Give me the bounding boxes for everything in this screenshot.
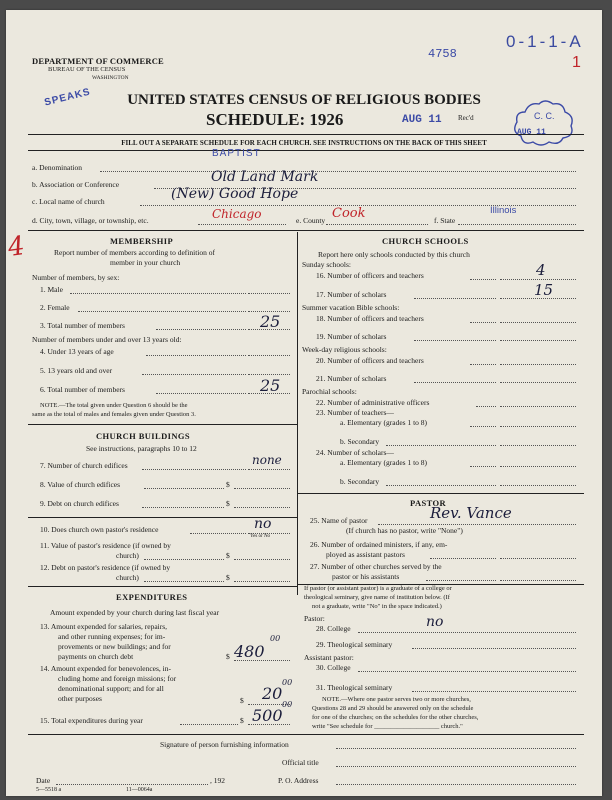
membership-intro-2: member in your church [110, 258, 181, 267]
sunday-schools: Sunday schools: [302, 260, 351, 269]
instructions-line: FILL OUT A SEPARATE SCHEDULE FOR EACH CHURCH. SEE INSTRUCTIONS ON THE BACK OF THIS SHEET [121, 139, 487, 147]
county-label: e. County [296, 216, 326, 225]
signature-label: Signature of person furnishing information [160, 740, 289, 749]
q6-leader [156, 393, 246, 394]
membership-note-2: same as the total of males and females given under Question 3. [32, 411, 196, 418]
q12-leader [144, 581, 224, 582]
q9-label: 9. Debt on church edifices [40, 499, 119, 508]
q22-leader [476, 406, 496, 407]
q14-label-4: other purposes [58, 694, 102, 703]
q25-hint: (If church has no pastor, write "None") [346, 526, 463, 535]
q26-leader [430, 558, 496, 559]
q13-label-3: provements or new buildings; and for [58, 642, 171, 651]
print-code: 11—0064a [126, 787, 153, 793]
q15-cents: 00 [282, 700, 293, 709]
q9-leader [142, 507, 224, 508]
denomination-line [100, 171, 576, 172]
buildings-rule-2 [28, 586, 297, 587]
q17-label: 17. Number of scholars [316, 290, 387, 299]
q12-label-2: church) [116, 573, 139, 582]
graduate-note-2: theological seminary, give name of institution below. (If [304, 594, 450, 601]
county-line [326, 224, 428, 225]
schools-rule [297, 493, 584, 494]
q13-label-2: and other running expenses; for im- [58, 632, 166, 641]
q5-label: 5. 13 years old and over [40, 366, 113, 375]
q7-leader [142, 469, 246, 470]
association-label: b. Association or Conference [32, 180, 120, 189]
q8-label: 8. Value of church edifices [40, 480, 121, 489]
q24b-leader [386, 485, 496, 486]
state-label: f. State [434, 216, 456, 225]
q21-answer-line [500, 382, 576, 383]
q17-leader [414, 298, 496, 299]
membership-note-1: NOTE.—The total given under Question 6 should be the [40, 402, 188, 409]
q3-label: 3. Total number of members [40, 321, 125, 330]
q29-answer-line [412, 648, 576, 649]
q25-value: Rev. Vance [430, 504, 512, 522]
q26-label-2: ployed as assistant pastors [326, 550, 405, 559]
q4-label: 4. Under 13 years of age [40, 347, 114, 356]
department-name: DEPARTMENT OF COMMERCE [32, 56, 164, 66]
identity-rule [28, 230, 584, 231]
q16-answer-line [500, 279, 576, 280]
vacation-schools: Summer vacation Bible schools: [302, 303, 400, 312]
q30-label: 30. College [316, 663, 351, 672]
q23b-leader [386, 445, 496, 446]
form-title: UNITED STATES CENSUS OF RELIGIOUS BODIES [127, 92, 481, 108]
county-value: Cook [332, 206, 366, 221]
q23b-label: b. Secondary [340, 437, 380, 446]
column-divider [297, 232, 298, 595]
weekday-schools: Week-day religious schools: [302, 345, 387, 354]
q1-answer-line [248, 293, 290, 294]
q14-value: 20 [262, 684, 283, 703]
city-value: Chicago [212, 207, 262, 221]
q20-leader [470, 364, 496, 365]
q16-label: 16. Number of officers and teachers [316, 271, 424, 280]
q19-answer-line [500, 340, 576, 341]
q13-label-1: 13. Amount expended for salaries, repairs, [40, 622, 168, 631]
q4-leader [146, 355, 246, 356]
po-address-line [336, 784, 576, 785]
state-value: Illinois [490, 205, 517, 216]
q23-label: 23. Number of teachers— [316, 408, 394, 417]
membership-intro-1: Report number of members according to definition of [54, 248, 215, 257]
official-title-label: Official title [282, 758, 319, 767]
q14-label-1: 14. Amount expended for benevolences, in- [40, 664, 172, 673]
q12-answer-line [234, 581, 290, 582]
pastor-note-1: NOTE.—Where one pastor serves two or more churches, [322, 696, 471, 703]
q9-answer-line [234, 507, 290, 508]
q31-answer-line [412, 691, 576, 692]
buildings-sub: See instructions, paragraphs 10 to 12 [86, 444, 197, 453]
form-subtitle: SCHEDULE: 1926 [206, 110, 344, 129]
q23a-leader [470, 426, 496, 427]
local-name-label: c. Local name of church [32, 197, 105, 206]
q22-label: 22. Number of administrative officers [316, 398, 430, 407]
serial-number: 4758 [428, 47, 457, 61]
q10-hint: Yes or No [250, 534, 271, 539]
q31-label: 31. Theological seminary [316, 683, 393, 692]
pastor-note-4: write "See schedule for ____________________ church." [312, 723, 463, 730]
q13-cents: 00 [270, 634, 281, 643]
q16-leader [470, 279, 496, 280]
q11-label-2: church) [116, 551, 139, 560]
q15-label: 15. Total expenditures during year [40, 716, 143, 725]
q24b-label: b. Secondary [340, 477, 380, 486]
q10-value: no [254, 516, 272, 532]
q23b-answer-line [500, 445, 576, 446]
q13-dollar: $ [226, 652, 230, 661]
q7-label: 7. Number of church edifices [40, 461, 128, 470]
local-name-value: (New) Good Hope [171, 186, 299, 202]
form-number: 5—5518 a [36, 787, 62, 793]
q15-leader [180, 724, 238, 725]
q26-answer-line [500, 558, 576, 559]
po-address-label: P. O. Address [278, 776, 319, 785]
q24-label: 24. Number of scholars— [316, 448, 394, 457]
q17-value: 15 [534, 281, 554, 299]
q12-dollar: $ [226, 573, 230, 582]
q2-label: 2. Female [40, 303, 70, 312]
q19-label: 19. Number of scholars [316, 332, 387, 341]
q23a-label: a. Elementary (grades 1 to 8) [340, 418, 428, 427]
q1-leader [70, 293, 246, 294]
q14-label-3: denominational support; and for all [58, 684, 164, 693]
q27-leader [426, 580, 496, 581]
census-schedule-sheet [6, 10, 602, 796]
city-label: d. City, town, village, or township, etc. [32, 216, 149, 225]
q5-answer-line [248, 374, 290, 375]
graduate-note-3: not a graduate, write "No" in the space indicated.) [312, 603, 442, 610]
expenditures-sub: Amount expended by your church during last fiscal year [50, 608, 220, 617]
q18-label: 18. Number of officers and teachers [316, 314, 424, 323]
q5-leader [142, 374, 246, 375]
q7-value: none [252, 453, 282, 467]
q3-value: 25 [260, 312, 281, 331]
q8-dollar: $ [226, 480, 230, 489]
q15-dollar: $ [240, 716, 244, 725]
q26-label-1: 26. Number of ordained ministers, if any, em- [310, 540, 448, 549]
speaks-stamp: SPEAKS [43, 86, 92, 109]
q11-dollar: $ [226, 551, 230, 560]
q14-cents: 00 [282, 678, 293, 687]
q27-answer-line [500, 580, 576, 581]
received-date-stamp: AUG 11 [402, 114, 442, 126]
q28-answer-line [358, 632, 576, 633]
q6-label: 6. Total number of members [40, 385, 125, 394]
q8-leader [144, 488, 224, 489]
q25-answer-line [378, 524, 576, 525]
q9-dollar: $ [226, 499, 230, 508]
membership-rule [28, 424, 297, 425]
q29-label: 29. Theological seminary [316, 640, 393, 649]
q6-value: 25 [260, 376, 281, 395]
q7-answer-line [248, 469, 290, 470]
q23a-answer-line [500, 426, 576, 427]
q2-leader [78, 311, 246, 312]
parochial-schools: Parochial schools: [302, 387, 357, 396]
q12-label-1: 12. Debt on pastor's residence (if owned by [40, 563, 171, 572]
q4-answer-line [248, 355, 290, 356]
assistant-subheading: Assistant pastor: [304, 653, 354, 662]
q22-answer-line [500, 406, 576, 407]
signature-line [336, 748, 576, 749]
bureau-name: BUREAU OF THE CENSUS [48, 66, 126, 73]
q20-answer-line [500, 364, 576, 365]
margin-check-mark: 4 [5, 230, 27, 264]
cloud-stamp-date: AUG 11 [517, 128, 546, 137]
q21-leader [414, 382, 496, 383]
q24a-label: a. Elementary (grades 1 to 8) [340, 458, 428, 467]
q10-label: 10. Does church own pastor's residence [40, 525, 159, 534]
q28-value: no [426, 614, 444, 630]
file-code: 0-1-1-A [506, 32, 584, 51]
q13-value: 480 [234, 642, 265, 661]
q24a-answer-line [500, 466, 576, 467]
q1-label: 1. Male [40, 285, 63, 294]
q14-dollar: $ [240, 696, 244, 705]
date-year: , 192 [210, 776, 225, 785]
state-line [458, 224, 576, 225]
members-by-sex: Number of members, by sex: [32, 273, 120, 282]
q15-value: 500 [252, 706, 283, 725]
received-label: Rec'd [458, 114, 474, 122]
q24a-leader [470, 466, 496, 467]
schools-intro: Report here only schools conducted by this church [318, 250, 470, 259]
q8-answer-line [234, 488, 290, 489]
official-title-line [336, 766, 576, 767]
q28-label: 28. College [316, 624, 351, 633]
denomination-label: a. Denomination [32, 163, 82, 172]
city-line [198, 224, 286, 225]
q18-leader [470, 322, 496, 323]
q10-leader [190, 533, 246, 534]
header-rule [28, 134, 584, 135]
q11-answer-line [234, 559, 290, 560]
association-value: Old Land Mark [211, 169, 319, 185]
q16-value: 4 [536, 261, 546, 279]
denomination-value: BAPTIST [212, 148, 261, 159]
expenditures-heading: EXPENDITURES [116, 592, 188, 602]
q20-label: 20. Number of officers and teachers [316, 356, 424, 365]
q14-label-2: cluding home and foreign missions; for [58, 674, 177, 683]
footer-rule [28, 734, 584, 735]
cloud-stamp-initials: C. C. [534, 111, 555, 121]
q24b-answer-line [500, 485, 576, 486]
pastor-subheading: Pastor: [304, 614, 325, 623]
q13-label-4: payments on church debt [58, 652, 134, 661]
q19-leader [414, 340, 496, 341]
city-name: WASHINGTON [92, 75, 129, 81]
red-file-mark: 1 [572, 54, 581, 71]
membership-heading: MEMBERSHIP [110, 236, 174, 246]
q21-label: 21. Number of scholars [316, 374, 387, 383]
pastor-note-3: for one of the churches; on the schedules for the other churches, [312, 714, 479, 721]
instructions-rule [28, 150, 584, 151]
q27-label-2: pastor or his assistants [332, 572, 400, 581]
date-label: Date [36, 776, 51, 785]
q25-label: 25. Name of pastor [310, 516, 368, 525]
date-line [56, 784, 208, 785]
q27-label-1: 27. Number of other churches served by the [310, 562, 442, 571]
q11-leader [144, 559, 224, 560]
pastor-heading: PASTOR [410, 498, 447, 508]
q30-answer-line [358, 671, 576, 672]
pastor-note-2: Questions 28 and 29 should be answered only on the schedule [312, 705, 474, 712]
q3-leader [156, 329, 246, 330]
graduate-note-1: If pastor (or assistant pastor) is a graduate of a college or [304, 585, 452, 592]
buildings-heading: CHURCH BUILDINGS [96, 431, 191, 441]
q11-label-1: 11. Value of pastor's residence (if owned by [40, 541, 171, 550]
members-by-age: Number of members under and over 13 years old: [32, 335, 182, 344]
q18-answer-line [500, 322, 576, 323]
schools-heading: CHURCH SCHOOLS [382, 236, 469, 246]
